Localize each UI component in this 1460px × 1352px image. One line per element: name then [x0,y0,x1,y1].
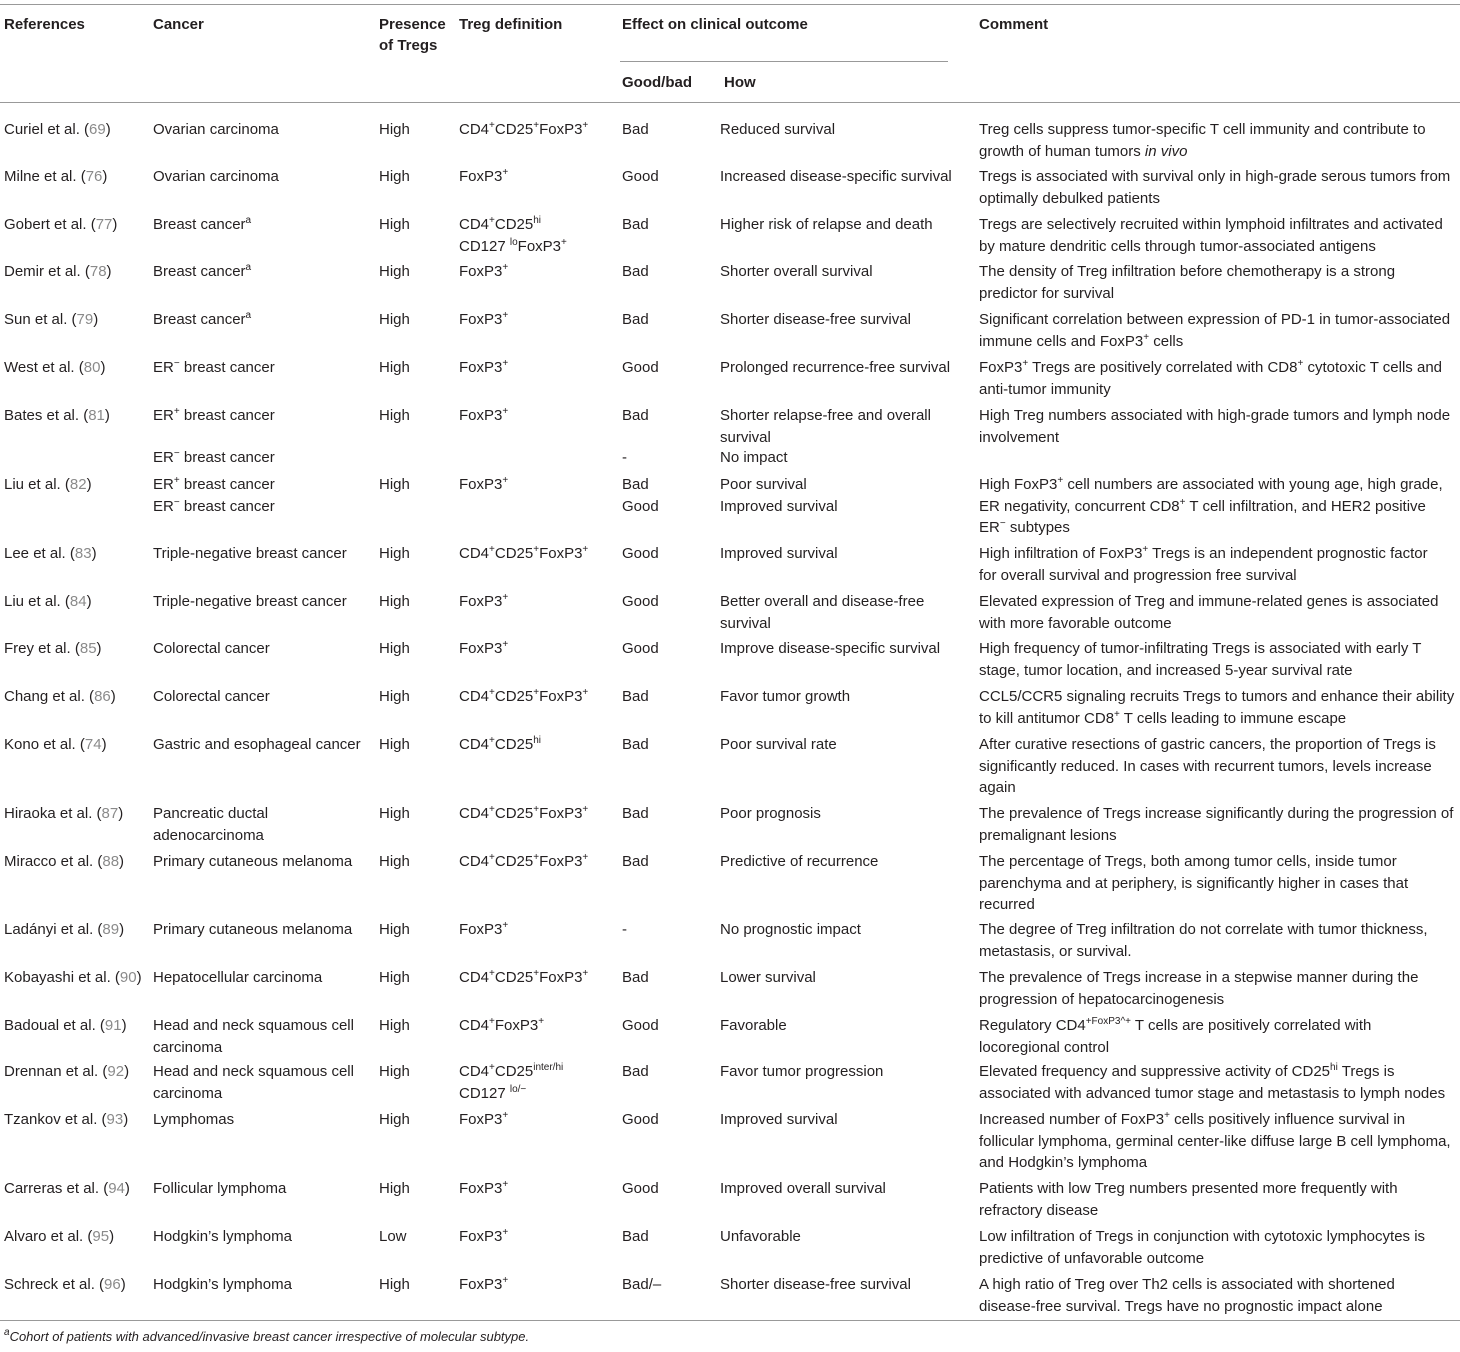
citation-number[interactable]: 81 [88,407,105,424]
cell-how: Better overall and disease-free survival [720,593,925,632]
cell-treg-definition: FoxP3+ [459,1179,509,1197]
cell-presence: High [379,1276,410,1293]
cell-reference: Kobayashi et al. (90) [4,969,142,986]
cell-cancer: ER+ breast cancer [153,406,275,424]
cell-treg-definition: $CD4^+CD25^{hi}$ CD127 $^{lo}$FoxP3+ [459,215,567,255]
citation-number[interactable]: 89 [102,921,120,938]
cell-presence: High [379,476,410,493]
cell-good-bad: Good [622,1017,659,1034]
cell-how: Shorter disease-free survival [720,1276,911,1293]
cell-treg-definition: FoxP3+ [459,406,509,424]
cell-treg-definition: CD4+CD25+FoxP3+ [459,852,589,870]
cell-treg-definition: CD4+CD25+FoxP3+ [459,968,589,986]
cell-comment: A high ratio of Treg over Th2 cells is associated with shortened disease-free survival. Tregs have no prognostic impact alone [979,1276,1395,1315]
cell-good-bad: Good [622,359,659,376]
header-comment: Comment [979,16,1049,33]
cell-treg-definition: FoxP3+ [459,920,509,938]
header-references: References [4,16,85,33]
cell-treg-definition: FoxP3+ [459,592,509,610]
citation-number[interactable]: 87 [101,805,119,822]
cell-reference: Tzankov et al. (93) [4,1111,129,1128]
cell-treg-definition: $CD4^+CD25^{inter/hi}$ CD127 $^{lo/-}$ [459,1062,564,1102]
footnote-mark: a [4,1327,10,1338]
cell-cancer: Primary cutaneous melanoma [153,921,353,938]
citation-number[interactable]: 90 [119,969,137,986]
cell-cancer: Follicular lymphoma [153,1180,287,1197]
cell-cancer: Ovarian carcinoma [153,121,279,138]
cell-presence: High [379,688,410,705]
cell-good-bad: - [622,449,627,466]
cell-comment: The density of Treg infiltration before chemotherapy is a strong predictor for survival [979,263,1396,302]
cell-reference: Milne et al. (76) [4,168,108,185]
cell-presence: High [379,1063,410,1080]
cell-good-bad: Good [622,1180,659,1197]
cell-comment: The percentage of Tregs, both among tumor cells, inside tumor parenchyma and at periphery, is significantly higher in cases that recurred [979,853,1409,913]
cell-reference: Frey et al. (85) [4,640,102,657]
cell-cancer: Colorectal cancer [153,640,270,657]
cell-good-bad: Bad [622,311,649,328]
footnote-text: Cohort of patients with advanced/invasive breast cancer irrespective of molecular subtype. [9,1329,530,1344]
cell-comment: CCL5/CCR5 signaling recruits Tregs to tumors and enhance their ability to kill antitumor CD8+ T cells leading to immune escape [979,688,1455,727]
cell-presence: High [379,805,410,822]
cell-presence: High [379,121,410,138]
table-top-rule [0,4,1460,5]
cell-how: No prognostic impact [720,921,861,938]
cell-comment: Tregs is associated with survival only in high-grade serous tumors from optimally debulked patients [979,168,1451,207]
cell-good-bad: Bad [622,805,649,822]
cell-cancer: Hodgkin’s lymphoma [153,1276,292,1293]
citation-number[interactable]: 77 [95,216,113,233]
cell-good-bad: Bad [622,121,649,138]
cell-reference: Kono et al. (74) [4,736,107,753]
cell-comment: FoxP3+ Tregs are positively correlated with CD8+ cytotoxic T cells and anti-tumor immunity [979,358,1443,398]
citation-number[interactable]: 95 [92,1228,110,1245]
cell-comment: High frequency of tumor-infiltrating Tregs is associated with early T stage, tumor location, and increased 5-year survival rate [979,640,1422,679]
cell-how: Improve disease-specific survival [720,640,941,657]
cell-reference: Gobert et al. (77) [4,216,118,233]
cell-treg-definition: CD4+FoxP3+ [459,1016,545,1034]
cell-good-bad: Bad [622,216,649,233]
cell-good-bad: Bad/– [622,1276,662,1293]
cell-cancer: Head and neck squamous cell carcinoma [153,1063,354,1102]
footnote [4,1329,529,1344]
cell-cancer: Triple-negative breast cancer [153,593,347,610]
cell-good-bad: Good [622,1111,659,1128]
cell-presence: High [379,1111,410,1128]
cell-cancer: Hodgkin’s lymphoma [153,1228,292,1245]
cell-reference: Schreck et al. (96) [4,1276,126,1293]
cell-comment: Elevated expression of Treg and immune-related genes is associated with more favorable outcome [979,593,1439,632]
cell-good-bad: Good [622,168,659,185]
cell-good-bad: Good [622,593,659,610]
cell-good-bad: Bad [622,1063,649,1080]
cell-how: Poor survival Improved survival [720,476,838,515]
cell-presence: High [379,168,410,185]
citation-number[interactable]: 78 [89,263,107,280]
cell-reference: Drennan et al. (92) [4,1063,130,1080]
citation-number[interactable]: 74 [84,736,102,753]
cell-cancer: Ovarian carcinoma [153,168,279,185]
header-effect: Effect on clinical outcome [622,16,808,33]
cell-good-bad: Bad [622,853,649,870]
cell-good-bad: Bad [622,407,649,424]
header-cancer: Cancer [153,16,204,33]
header-bottom-rule [0,102,1460,103]
cell-how: Unfavorable [720,1228,801,1245]
cell-presence: High [379,640,410,657]
cell-treg-definition: $CD4^+CD25^{hi}$ [459,735,542,753]
cell-reference: Sun et al. (79) [4,311,99,328]
cell-how: Improved survival [720,1111,838,1128]
cell-treg-definition: CD4+CD25+FoxP3+ [459,804,589,822]
cell-cancer: ER− breast cancer [153,358,275,376]
header-presence: Presence of Tregs [379,16,446,54]
cell-comment: Elevated frequency and suppressive activity of $CD25^{hi}$ Tregs is associated with advanced tumor stage and metastasis to lymph nodes [979,1062,1446,1102]
cell-comment: Low infiltration of Tregs in conjunction with cytotoxic lymphocytes is predictive of unfavorable outcome [979,1228,1426,1267]
cell-how: Lower survival [720,969,816,986]
cell-cancer: Breast cancer$^a$ [153,262,252,280]
cell-how: Improved overall survival [720,1180,886,1197]
cell-cancer: Primary cutaneous melanoma [153,853,353,870]
cell-treg-definition: FoxP3+ [459,167,509,185]
cell-presence: High [379,359,410,376]
cell-reference: Lee et al. (83) [4,545,97,562]
citation-number[interactable]: 96 [104,1276,121,1293]
cell-cancer: ER+ breast cancer ER− breast cancer [153,475,275,515]
cell-presence: High [379,593,410,610]
cell-presence: High [379,1017,410,1034]
cell-reference: West et al. (80) [4,359,106,376]
cell-treg-definition: FoxP3+ [459,310,509,328]
cell-reference: Carreras et al. (94) [4,1180,130,1197]
citation-number[interactable]: 76 [85,168,103,185]
cell-reference: Ladányi et al. (89) [4,921,125,938]
cell-reference: Demir et al. (78) [4,263,112,280]
cell-good-bad: Bad [622,736,649,753]
citation-number[interactable]: 91 [104,1017,122,1034]
cell-good-bad: - [622,921,627,938]
cell-presence: High [379,1180,410,1197]
cell-comment: Treg cells suppress tumor-specific T cell immunity and contribute to growth of human tumors in vivo [979,121,1426,160]
cell-how: Higher risk of relapse and death [720,216,933,233]
cell-treg-definition: CD4+CD25+FoxP3+ [459,687,589,705]
cell-presence: High [379,407,410,424]
citation-number[interactable]: 88 [102,853,120,870]
cell-reference: Badoual et al. (91) [4,1017,127,1034]
citation-number[interactable]: 79 [76,311,94,328]
cell-treg-definition: FoxP3+ [459,1110,509,1128]
cell-good-bad: Bad [622,1228,649,1245]
cell-how: Shorter disease-free survival [720,311,911,328]
header-good-bad: Good/bad [622,74,692,91]
cell-how: No impact [720,449,788,466]
header-sub-rule [620,61,948,62]
cell-how: Favor tumor growth [720,688,851,705]
cell-comment: High FoxP3+ cell numbers are associated with young age, high grade, ER negativity, concurrent CD8+ T cell infiltration, and HER2 positive ER− subtypes [979,475,1443,536]
cell-good-bad: Bad [622,688,649,705]
cell-treg-definition: CD4+CD25+FoxP3+ [459,120,589,138]
cell-comment: Regulatory $CD4^{+FoxP3\^{}+}$ T cells are positively correlated with locoregional control [979,1016,1372,1056]
cell-how: Improved survival [720,545,838,562]
cell-presence: High [379,736,410,753]
cell-reference: Miracco et al. (88) [4,853,125,870]
cell-how: Prolonged recurrence-free survival [720,359,951,376]
cell-comment: The prevalence of Tregs increase in a stepwise manner during the progression of hepatocarcinogenesis [979,969,1419,1008]
cell-reference: Liu et al. (84) [4,593,92,610]
cell-presence: High [379,216,410,233]
header-how: How [724,74,756,91]
cell-reference: Hiraoka et al. (87) [4,805,124,822]
citation-number[interactable]: 82 [69,476,87,493]
cell-how: Shorter overall survival [720,263,873,280]
cell-cancer: Breast cancer$^a$ [153,215,252,233]
citation-number[interactable]: 86 [94,688,111,705]
citation-number[interactable]: 93 [106,1111,124,1128]
cell-cancer: Pancreatic ductal adenocarcinoma [153,805,269,844]
cell-how: Poor prognosis [720,805,821,822]
cell-how: Favor tumor progression [720,1063,884,1080]
citation-number[interactable]: 92 [107,1063,125,1080]
cell-treg-definition: FoxP3+ [459,639,509,657]
cell-good-bad: Bad Good [622,476,659,515]
cell-reference: Liu et al. (82) [4,476,92,493]
cell-treg-definition: FoxP3+ [459,262,509,280]
cell-good-bad: Good [622,640,659,657]
cell-how: Increased disease-specific survival [720,168,952,185]
citation-number[interactable]: 80 [83,359,101,376]
cell-cancer: Head and neck squamous cell carcinoma [153,1017,354,1056]
cell-how: Shorter relapse-free and overall survival [720,407,931,446]
cell-reference: Chang et al. (86) [4,688,116,705]
cell-comment: Significant correlation between expression of PD-1 in tumor-associated immune cells and FoxP3+ cells [979,311,1451,350]
citation-number[interactable]: 69 [89,121,106,138]
cell-presence: High [379,969,410,986]
cell-presence: High [379,853,410,870]
cell-comment: The prevalence of Tregs increase significantly during the progression of premalignant lesions [979,805,1454,844]
cell-presence: Low [379,1228,407,1245]
cell-how: Predictive of recurrence [720,853,879,870]
cell-how: Favorable [720,1017,787,1034]
cell-good-bad: Bad [622,969,649,986]
cell-cancer: Hepatocellular carcinoma [153,969,323,986]
cell-good-bad: Good [622,545,659,562]
cell-comment: Patients with low Treg numbers presented more frequently with refractory disease [979,1180,1398,1219]
cell-presence: High [379,263,410,280]
citation-number[interactable]: 84 [69,593,87,610]
cell-comment: After curative resections of gastric cancers, the proportion of Tregs is significantly reduced. In cases with recurrent tumors, levels increase again [979,736,1436,796]
table-bottom-rule [0,1320,1460,1321]
cell-cancer: Triple-negative breast cancer [153,545,347,562]
citation-number[interactable]: 83 [74,545,92,562]
citation-number[interactable]: 85 [79,640,97,657]
cell-treg-definition: FoxP3+ [459,1227,509,1245]
cell-treg-definition: FoxP3+ [459,358,509,376]
cell-cancer: Colorectal cancer [153,688,270,705]
cell-comment: High Treg numbers associated with high-grade tumors and lymph node involvement [979,407,1451,446]
cell-cancer: Breast cancer$^a$ [153,310,252,328]
cell-cancer: Gastric and esophageal cancer [153,736,361,753]
cell-treg-definition: FoxP3+ [459,475,509,493]
cell-comment: Tregs are selectively recruited within lymphoid infiltrates and activated by mature dendritic cells through tumor-associated antigens [979,216,1443,255]
cell-comment: The degree of Treg infiltration do not correlate with tumor thickness, metastasis, or survival. [979,921,1428,960]
cell-presence: High [379,545,410,562]
header-treg-definition: Treg definition [459,16,563,33]
cell-presence: High [379,921,410,938]
cell-how: Reduced survival [720,121,836,138]
cell-cancer: ER− breast cancer [153,448,275,466]
cell-reference: Bates et al. (81) [4,407,110,424]
cell-comment: Increased number of FoxP3+ cells positively influence survival in follicular lymphoma, germinal center-like diffuse large B cell lymphoma, and Hodgkin’s lymphoma [979,1110,1451,1171]
cell-cancer: Lymphomas [153,1111,235,1128]
cell-treg-definition: FoxP3+ [459,1275,509,1293]
cell-reference: Curiel et al. (69) [4,121,111,138]
cell-reference: Alvaro et al. (95) [4,1228,115,1245]
cell-comment: High infiltration of FoxP3+ Tregs is an independent prognostic factor for overall survival and progression free survival [979,544,1428,584]
cell-treg-definition: CD4+CD25+FoxP3+ [459,544,589,562]
citation-number[interactable]: 94 [108,1180,125,1197]
cell-presence: High [379,311,410,328]
cell-how: Poor survival rate [720,736,837,753]
cell-good-bad: Bad [622,263,649,280]
